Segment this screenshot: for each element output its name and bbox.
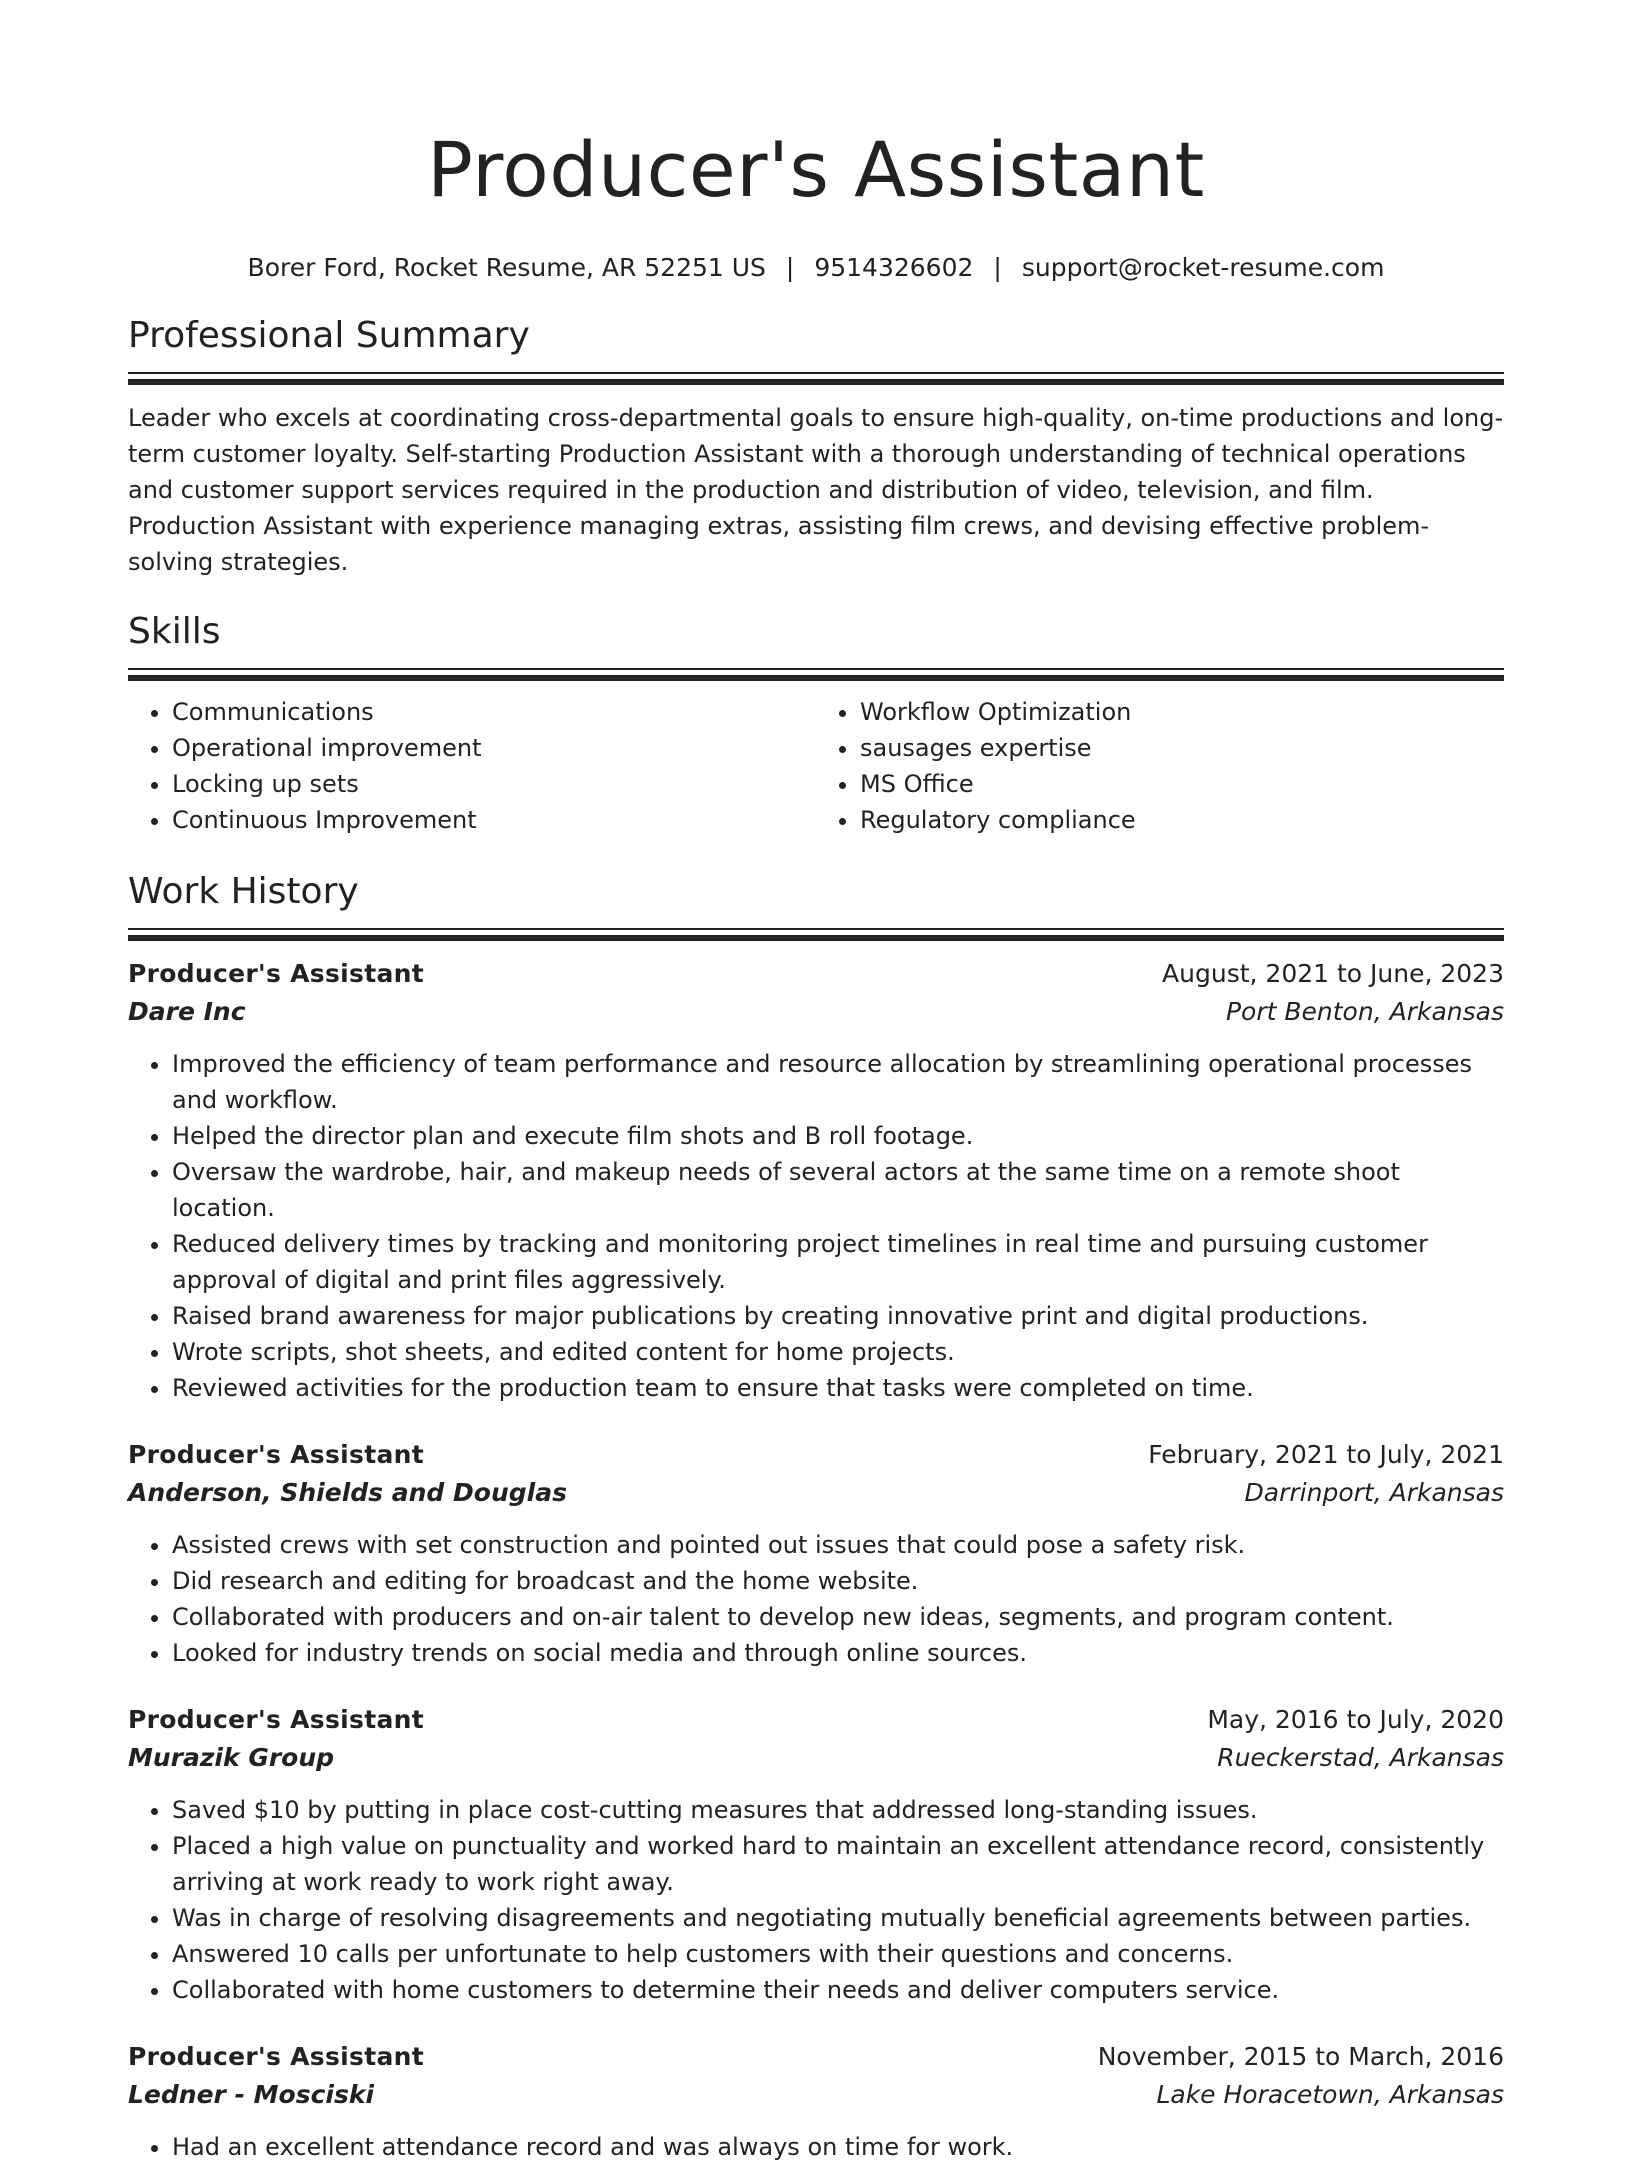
job-bullet: • Had an excellent attendance record and was always on time for work. <box>172 2129 1504 2165</box>
section-divider <box>128 372 1504 374</box>
job-bullets <box>128 1046 1504 1406</box>
job-bullet: • Oversaw the wardrobe, hair, and makeup needs of several actors at the same time on a remote shoot location. <box>172 1154 1504 1226</box>
job-subheader-row <box>128 1739 1504 1777</box>
skills-list-left <box>128 694 816 838</box>
contact-phone[interactable]: 9514326602 <box>814 253 974 282</box>
job-title: Producer's Assistant <box>128 2042 424 2071</box>
skill-item: • Operational improvement <box>172 730 816 766</box>
contact-line <box>128 252 1504 284</box>
job-subheader-row <box>128 2076 1504 2114</box>
contact-separator: | <box>993 253 1002 282</box>
section-divider <box>128 668 1504 670</box>
job-location: Lake Horacetown, Arkansas <box>1156 2080 1504 2109</box>
skills-section <box>128 610 1504 838</box>
job-bullet: • Looked for industry trends on social media and through online sources. <box>172 1635 1504 1671</box>
section-divider <box>128 379 1504 385</box>
job-bullet: • Reduced delivery times by tracking and monitoring project timelines in real time and pursuing customer approval of digital and print files aggressively. <box>172 1226 1504 1298</box>
work-history-section <box>128 870 1504 2165</box>
job-title: Producer's Assistant <box>128 1705 424 1734</box>
skill-item: • MS Office <box>860 766 1504 802</box>
job-entry <box>128 2038 1504 2165</box>
job-bullet: • Collaborated with home customers to determine their needs and deliver computers service. <box>172 1972 1504 2008</box>
job-bullet: • Raised brand awareness for major publications by creating innovative print and digital productions. <box>172 1298 1504 1334</box>
job-bullet: • Did research and editing for broadcast and the home website. <box>172 1563 1504 1599</box>
section-divider <box>128 928 1504 930</box>
job-company: Dare Inc <box>128 997 246 1026</box>
job-bullet: • Assisted crews with set construction and pointed out issues that could pose a safety risk. <box>172 1527 1504 1563</box>
job-dates: August, 2021 to June, 2023 <box>1162 959 1504 988</box>
job-bullets <box>128 1792 1504 2008</box>
contact-address: Borer Ford, Rocket Resume, AR 52251 US <box>247 253 766 282</box>
job-entry <box>128 1436 1504 1671</box>
job-header-row <box>128 2038 1504 2076</box>
section-title-summary: Professional Summary <box>128 315 530 356</box>
job-bullet: • Collaborated with producers and on-air talent to develop new ideas, segments, and program content. <box>172 1599 1504 1635</box>
job-header-row <box>128 1436 1504 1474</box>
job-bullet: • Helped the director plan and execute film shots and B roll footage. <box>172 1118 1504 1154</box>
summary-section <box>128 314 1504 580</box>
resume-name: Producer's Assistant <box>427 125 1205 214</box>
skill-item: • Continuous Improvement <box>172 802 816 838</box>
section-title-skills: Skills <box>128 611 221 652</box>
job-bullet: • Wrote scripts, shot sheets, and edited content for home projects. <box>172 1334 1504 1370</box>
job-bullet: • Improved the efficiency of team performance and resource allocation by streamlining operational processes and workflow. <box>172 1046 1504 1118</box>
section-divider <box>128 675 1504 681</box>
job-dates: May, 2016 to July, 2020 <box>1207 1705 1504 1734</box>
skill-item: • sausages expertise <box>860 730 1504 766</box>
job-company: Ledner - Mosciski <box>128 2080 375 2109</box>
job-header-row <box>128 1701 1504 1739</box>
skill-item: • Locking up sets <box>172 766 816 802</box>
job-subheader-row <box>128 993 1504 1031</box>
job-bullet: • Reviewed activities for the production team to ensure that tasks were completed on time. <box>172 1370 1504 1406</box>
job-dates: February, 2021 to July, 2021 <box>1148 1440 1504 1469</box>
job-subheader-row <box>128 1474 1504 1512</box>
summary-text: Leader who excels at coordinating cross-departmental goals to ensure high-quality, on-time productions and long-term customer loyalty. Self-starting Production Assistant with a thorough understanding of technical operations and customer support services required in the production and distribution of video, television, and film. Production Assistant with experience managing extras, assisting film crews, and devising effective problem-solving strategies. <box>128 404 1504 576</box>
job-title: Producer's Assistant <box>128 1440 424 1469</box>
job-bullet: • Was in charge of resolving disagreements and negotiating mutually beneficial agreements between parties. <box>172 1900 1504 1936</box>
job-bullets <box>128 2129 1504 2165</box>
job-bullet: • Saved $10 by putting in place cost-cutting measures that addressed long-standing issues. <box>172 1792 1504 1828</box>
job-dates: November, 2015 to March, 2016 <box>1097 2042 1504 2071</box>
job-header-row <box>128 955 1504 993</box>
section-divider <box>128 935 1504 941</box>
section-title-work-history: Work History <box>128 871 359 912</box>
skill-item: • Communications <box>172 694 816 730</box>
job-title: Producer's Assistant <box>128 959 424 988</box>
job-bullet: • Placed a high value on punctuality and worked hard to maintain an excellent attendance record, consistently arriving at work ready to work right away. <box>172 1828 1504 1900</box>
skills-list-right <box>816 694 1504 838</box>
job-entry <box>128 1701 1504 2008</box>
skill-item: • Regulatory compliance <box>860 802 1504 838</box>
skill-item: • Workflow Optimization <box>860 694 1504 730</box>
job-location: Rueckerstad, Arkansas <box>1217 1743 1504 1772</box>
job-bullet: • Answered 10 calls per unfortunate to help customers with their questions and concerns. <box>172 1936 1504 1972</box>
job-location: Darrinport, Arkansas <box>1244 1478 1504 1507</box>
job-company: Anderson, Shields and Douglas <box>128 1478 567 1507</box>
skills-columns <box>128 694 1504 838</box>
contact-email[interactable]: support@rocket-resume.com <box>1021 253 1385 282</box>
job-entry <box>128 955 1504 1406</box>
job-company: Murazik Group <box>128 1743 335 1772</box>
job-bullets <box>128 1527 1504 1671</box>
contact-separator: | <box>785 253 795 282</box>
job-location: Port Benton, Arkansas <box>1225 997 1504 1026</box>
